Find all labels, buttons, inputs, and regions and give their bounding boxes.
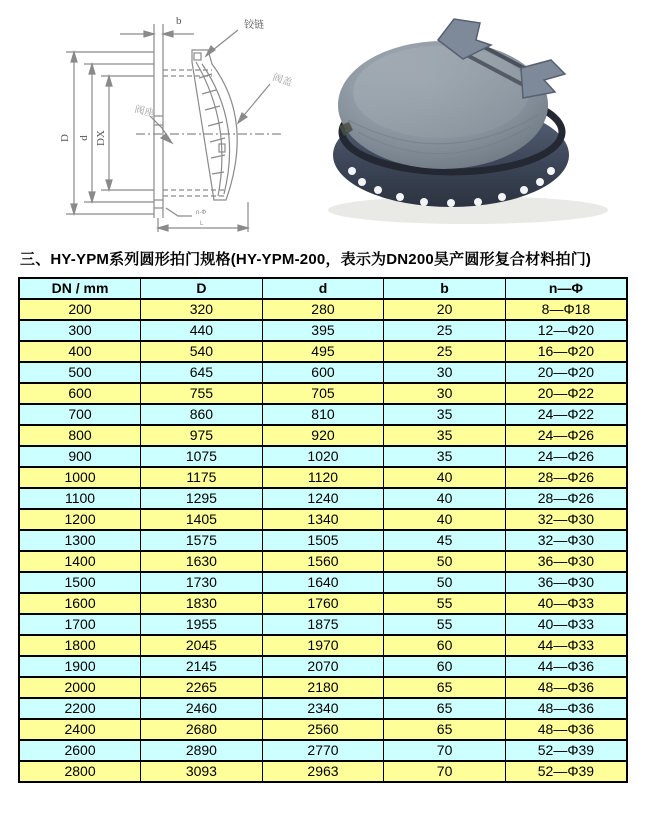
table-cell: 755 (141, 383, 263, 404)
table-cell: 1875 (262, 614, 384, 635)
table-cell: 2680 (141, 719, 263, 740)
table-row (19, 530, 627, 551)
valve-seat-label: 阀座 (133, 104, 156, 120)
table-cell: 2340 (262, 698, 384, 719)
table-cell: 40—Φ33 (505, 614, 627, 635)
table-cell: 2070 (262, 656, 384, 677)
valve-cover-label: 阀盖 (271, 72, 294, 90)
column-header: d (262, 278, 384, 299)
table-cell: 2265 (141, 677, 263, 698)
table-row (19, 656, 627, 677)
table-cell: 55 (384, 614, 506, 635)
table-cell: 2045 (141, 635, 263, 656)
table-cell: 1000 (19, 467, 141, 488)
table-cell: 35 (384, 425, 506, 446)
table-row (19, 299, 627, 320)
table-cell: 24—Φ26 (505, 425, 627, 446)
table-cell: 8—Φ18 (505, 299, 627, 320)
table-cell: 65 (384, 698, 506, 719)
bolt-callout-label: n-Φ (196, 210, 207, 216)
table-cell: 1405 (141, 509, 263, 530)
dim-L-label: L (200, 221, 204, 227)
table-cell: 35 (384, 404, 506, 425)
dim-b-label: b (176, 15, 182, 27)
table-cell: 500 (19, 362, 141, 383)
table-cell: 24—Φ22 (505, 404, 627, 425)
table-cell: 540 (141, 341, 263, 362)
table-row (19, 677, 627, 698)
table-cell: 12—Φ20 (505, 320, 627, 341)
table-cell: 1900 (19, 656, 141, 677)
table-cell: 40—Φ33 (505, 593, 627, 614)
table-cell: 30 (384, 362, 506, 383)
table-cell: 1400 (19, 551, 141, 572)
table-cell: 1300 (19, 530, 141, 551)
table-row (19, 740, 627, 761)
table-cell: 2000 (19, 677, 141, 698)
table-row (19, 362, 627, 383)
table-cell: 60 (384, 635, 506, 656)
table-cell: 700 (19, 404, 141, 425)
table-cell: 300 (19, 320, 141, 341)
table-cell: 2600 (19, 740, 141, 761)
table-cell: 1500 (19, 572, 141, 593)
hinge-label: 铰链 (244, 20, 264, 31)
table-cell: 440 (141, 320, 263, 341)
table-row (19, 698, 627, 719)
table-row (19, 341, 627, 362)
table-cell: 2400 (19, 719, 141, 740)
table-row (19, 509, 627, 530)
dome-top-face (353, 46, 529, 138)
table-cell: 705 (262, 383, 384, 404)
table-cell: 495 (262, 341, 384, 362)
table-cell: 44—Φ33 (505, 635, 627, 656)
table-row (19, 446, 627, 467)
table-cell: 50 (384, 572, 506, 593)
section-title: 三、HY-YPM系列圆形拍门规格(HY-YPM-200，表示为DN200昊产圆形复合材料拍门) (20, 251, 592, 268)
table-cell: 2963 (262, 761, 384, 782)
table-cell: 2560 (262, 719, 384, 740)
table-cell: 20 (384, 299, 506, 320)
table-cell: 1575 (141, 530, 263, 551)
table-cell: 55 (384, 593, 506, 614)
table-row (19, 719, 627, 740)
column-header: D (141, 278, 263, 299)
column-header: DN / mm (19, 278, 141, 299)
table-cell: 52—Φ39 (505, 740, 627, 761)
dim-DX-label: DX (95, 130, 107, 146)
table-cell: 44—Φ36 (505, 656, 627, 677)
table-cell: 800 (19, 425, 141, 446)
table-cell: 2180 (262, 677, 384, 698)
table-cell: 975 (141, 425, 263, 446)
table-row (19, 551, 627, 572)
table-row (19, 593, 627, 614)
column-header: n—Φ (505, 278, 627, 299)
table-row (19, 761, 627, 782)
table-cell: 1020 (262, 446, 384, 467)
table-row (19, 488, 627, 509)
spec-table (18, 277, 628, 783)
table-row (19, 467, 627, 488)
table-cell: 920 (262, 425, 384, 446)
table-cell: 1075 (141, 446, 263, 467)
table-cell: 1505 (262, 530, 384, 551)
table-cell: 48—Φ36 (505, 719, 627, 740)
table-cell: 600 (19, 383, 141, 404)
table-cell: 1640 (262, 572, 384, 593)
table-cell: 20—Φ20 (505, 362, 627, 383)
table-cell: 200 (19, 299, 141, 320)
table-cell: 1970 (262, 635, 384, 656)
table-cell: 1700 (19, 614, 141, 635)
table-cell: 2460 (141, 698, 263, 719)
table-cell: 16—Φ20 (505, 341, 627, 362)
table-header-row (19, 278, 627, 299)
table-cell: 52—Φ39 (505, 761, 627, 782)
table-row (19, 572, 627, 593)
table-cell: 25 (384, 341, 506, 362)
table-row (19, 635, 627, 656)
table-cell: 70 (384, 761, 506, 782)
dim-d-label: d (78, 135, 90, 141)
table-cell: 36—Φ30 (505, 572, 627, 593)
table-cell: 65 (384, 719, 506, 740)
dim-D-label: D (59, 134, 71, 142)
table-cell: 65 (384, 677, 506, 698)
table-row (19, 383, 627, 404)
table-cell: 1830 (141, 593, 263, 614)
table-cell: 1800 (19, 635, 141, 656)
table-cell: 2800 (19, 761, 141, 782)
table-body (19, 299, 627, 782)
table-cell: 36—Φ30 (505, 551, 627, 572)
table-cell: 24—Φ26 (505, 446, 627, 467)
table-cell: 25 (384, 320, 506, 341)
table-cell: 1295 (141, 488, 263, 509)
table-row (19, 404, 627, 425)
table-cell: 48—Φ36 (505, 677, 627, 698)
table-cell: 280 (262, 299, 384, 320)
table-cell: 2890 (141, 740, 263, 761)
table-cell: 400 (19, 341, 141, 362)
table-cell: 60 (384, 656, 506, 677)
table-cell: 1120 (262, 467, 384, 488)
table-cell: 320 (141, 299, 263, 320)
table-cell: 20—Φ22 (505, 383, 627, 404)
table-cell: 45 (384, 530, 506, 551)
table-cell: 1240 (262, 488, 384, 509)
table-cell: 32—Φ30 (505, 509, 627, 530)
table-cell: 395 (262, 320, 384, 341)
table-cell: 900 (19, 446, 141, 467)
table-cell: 28—Φ26 (505, 467, 627, 488)
table-cell: 1200 (19, 509, 141, 530)
table-cell: 2200 (19, 698, 141, 719)
table-cell: 3093 (141, 761, 263, 782)
table-cell: 48—Φ36 (505, 698, 627, 719)
table-cell: 40 (384, 467, 506, 488)
table-cell: 1175 (141, 467, 263, 488)
table-row (19, 425, 627, 446)
table-cell: 1340 (262, 509, 384, 530)
table-cell: 2770 (262, 740, 384, 761)
table-cell: 1730 (141, 572, 263, 593)
table-cell: 35 (384, 446, 506, 467)
table-cell: 1100 (19, 488, 141, 509)
table-cell: 645 (141, 362, 263, 383)
table-cell: 50 (384, 551, 506, 572)
flap-valve-product-photo (303, 10, 638, 235)
table-cell: 40 (384, 488, 506, 509)
table-row (19, 320, 627, 341)
table-cell: 30 (384, 383, 506, 404)
table-cell: 1600 (19, 593, 141, 614)
table-cell: 860 (141, 404, 263, 425)
table-cell: 1760 (262, 593, 384, 614)
table-cell: 32—Φ30 (505, 530, 627, 551)
table-cell: 1560 (262, 551, 384, 572)
table-cell: 1630 (141, 551, 263, 572)
table-cell: 1955 (141, 614, 263, 635)
table-cell: 70 (384, 740, 506, 761)
table-cell: 600 (262, 362, 384, 383)
table-cell: 40 (384, 509, 506, 530)
table-row (19, 614, 627, 635)
table-cell: 28—Φ26 (505, 488, 627, 509)
table-cell: 810 (262, 404, 384, 425)
flap-valve-technical-drawing (16, 4, 300, 242)
column-header: b (384, 278, 506, 299)
table-cell: 2145 (141, 656, 263, 677)
header-graphics-area (0, 0, 650, 244)
